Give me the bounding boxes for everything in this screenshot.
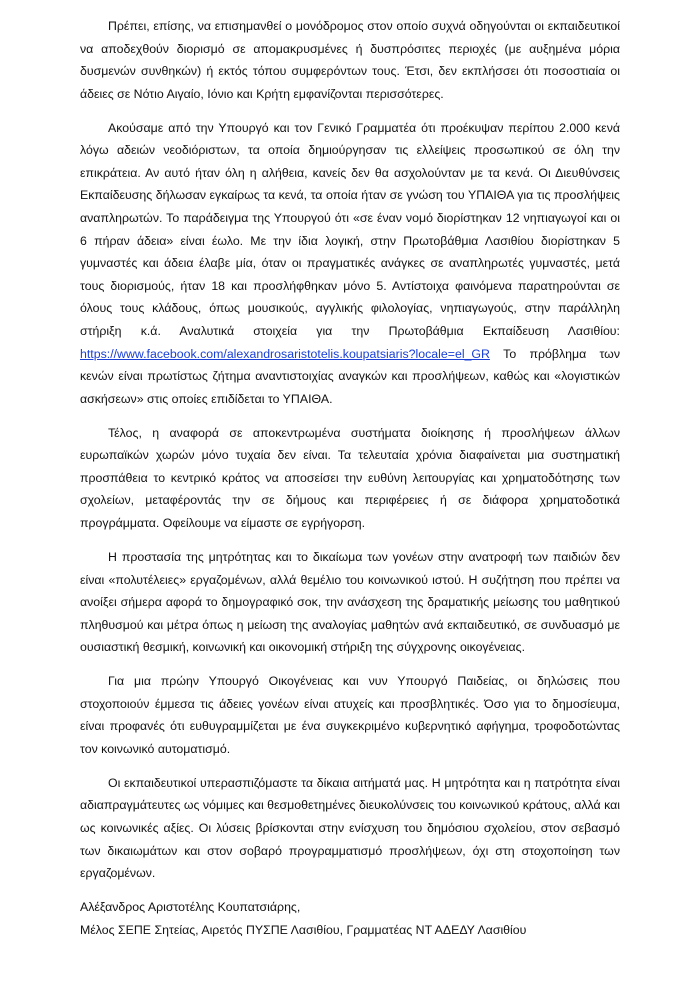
document-page <box>80 15 620 941</box>
paragraph-destination-schools: Πρέπει, επίσης, να επισημανθεί ο μονόδρομος στον οποίο συχνά οδηγούνται οι εκπαιδευτικοί να αποδεχθούν διορισμό σε απομακρυσμένες ή δυσπρόσιτες περιοχές (με αυξημένα μόρια δυσμενών συνθηκών) ή εκτός τόπου συμφερόντων τους. Έτσι, δεν εκπλήσσει ότι ποσοστιαία οι άδειες σε Νότιο Αιγαίο, Ιόνιο και Κρήτη εμφανίζονται περισσότερες. <box>80 19 620 101</box>
signature-role: Μέλος ΣΕΠΕ Σητείας, Αιρετός ΠΥΣΠΕ Λασιθίου, Γραμματέας ΝΤ ΑΔΕΔΥ Λασιθίου <box>80 922 527 937</box>
paragraph-vacancies-text-after-link: Το πρόβλημα των κενών είναι πρωτίστως ζήτημα αναντιστοιχίας αναγκών και προσλήψεων, καθώς και «λογιστικών ασκήσεων» στις οποίες επιδίδεται το ΥΠΑΙΘΑ. <box>80 346 620 406</box>
signature-name: Αλέξανδρος Αριστοτέλης Κουπατσιάρης, <box>80 900 301 915</box>
paragraph-minister-statements: Για μια πρώην Υπουργό Οικογένειας και νυν Υπουργό Παιδείας, οι δηλώσεις που στοχοποιούν έμμεσα τις άδειες γονέων είναι ατυχείς και προσβλητικές. Όσο για το δημοσίευμα, είναι προφανές ότι ευθυγραμμίζεται με ένα συγκεκριμένο κυβερνητικό αφήγημα, τροφοδοτώντας τον κοινωνικό αυτοματισμό. <box>80 674 620 756</box>
paragraph-teachers-demands: Οι εκπαιδευτικοί υπερασπιζόμαστε τα δίκαια αιτήματά μας. Η μητρότητα και η πατρότητα είναι αδιαπραγμάτευτες ως νόμιμες και θεσμοθετημένες διευκολύνσεις του κοινωνικού κράτους, αλλά και ως κοινωνικές αξίες. Οι λύσεις βρίσκονται στην ενίσχυση του δημόσιου σχολείου, στον σεβασμό των δικαιωμάτων και στον σοβαρό προγραμματισμό προσλήψεων, όχι στη στοχοποίηση των εργαζομένων. <box>80 775 620 881</box>
paragraph-vacancies <box>80 117 620 411</box>
facebook-link[interactable]: https://www.facebook.com/alexandrosaristotelis.koupatsiaris?locale=el_GR <box>80 346 490 361</box>
paragraph-decentralization: Τέλος, η αναφορά σε αποκεντρωμένα συστήματα διοίκησης ή προσλήψεων άλλων ευρωπαϊκών χωρών μόνο τυχαία δεν είναι. Τα τελευταία χρόνια διαφαίνεται μια συστηματική προσπάθεια το κεντρικό κράτος να αποσείσει την ευθύνη λειτουργίας και χρηματοδότησης των σχολείων, μεταφέροντάς την σε δήμους και περιφέρειες ή σε διάφορα χρηματοδοτικά προγράμματα. Οφείλουμε να είμαστε σε εγρήγορση. <box>80 425 620 531</box>
paragraph-vacancies-text-before-link: Ακούσαμε από την Υπουργό και τον Γενικό Γραμματέα ότι προέκυψαν περίπου 2.000 κενά λόγω αδειών νεοδιόριστων, τα οποία δημιούργησαν τις ελλείψεις προσωπικού σε όλη την επικράτεια. Αν αυτό ήταν όλη η αλήθεια, κανείς δεν θα ασχολούνταν με τα κενά. Οι Διευθύνσεις Εκπαίδευσης δήλωσαν εγκαίρως τα κενά, τα οποία ήταν σε γνώση του ΥΠΑΙΘΑ για τις προσλήψεις αναπληρωτών. Το παράδειγμα της Υπουργού ότι «σε έναν νομό διορίστηκαν 12 νηπιαγωγοί και οι 6 πήραν άδεια» είναι έωλο. Με την ίδια λογική, στην Πρωτοβάθμια Λασιθίου διορίστηκαν 5 γυμναστές και άδεια έλαβε μία, όταν οι πραγματικές ανάγκες σε αναπληρωτές γυμναστές, μετά τους διορισμούς, ήταν 18 και προσλήφθηκαν μόνο 5. Αντίστοιχα φαινόμενα παρατηρούνται σε όλους τους κλάδους, όπως μουσικούς, αγγλικής φιλολογίας, νηπιαγωγούς, στην παράλληλη στήριξη κ.ά. Αναλυτικά στοιχεία για την Πρωτοβάθμια Εκπαίδευση Λασιθίου: <box>80 120 620 339</box>
paragraph-maternity-protection: Η προστασία της μητρότητας και το δικαίωμα των γονέων στην ανατροφή των παιδιών δεν είναι «πολυτέλειες» εργαζομένων, αλλά θεμέλιο του κοινωνικού ιστού. Η συζήτηση που πρέπει να ανοίξει σήμερα αφορά το δημογραφικό σοκ, την ανάσχεση της δραματικής μείωσης του μαθητικού πληθυσμού και μέτρα όπως η μείωση της αναλογίας μαθητών ανά εκπαιδευτικό, σε συνδυασμό με ουσιαστική θεσμική, κοινωνική και οικονομική στήριξη της σύγχρονης οικογένειας. <box>80 549 620 655</box>
signature-block <box>80 896 620 941</box>
